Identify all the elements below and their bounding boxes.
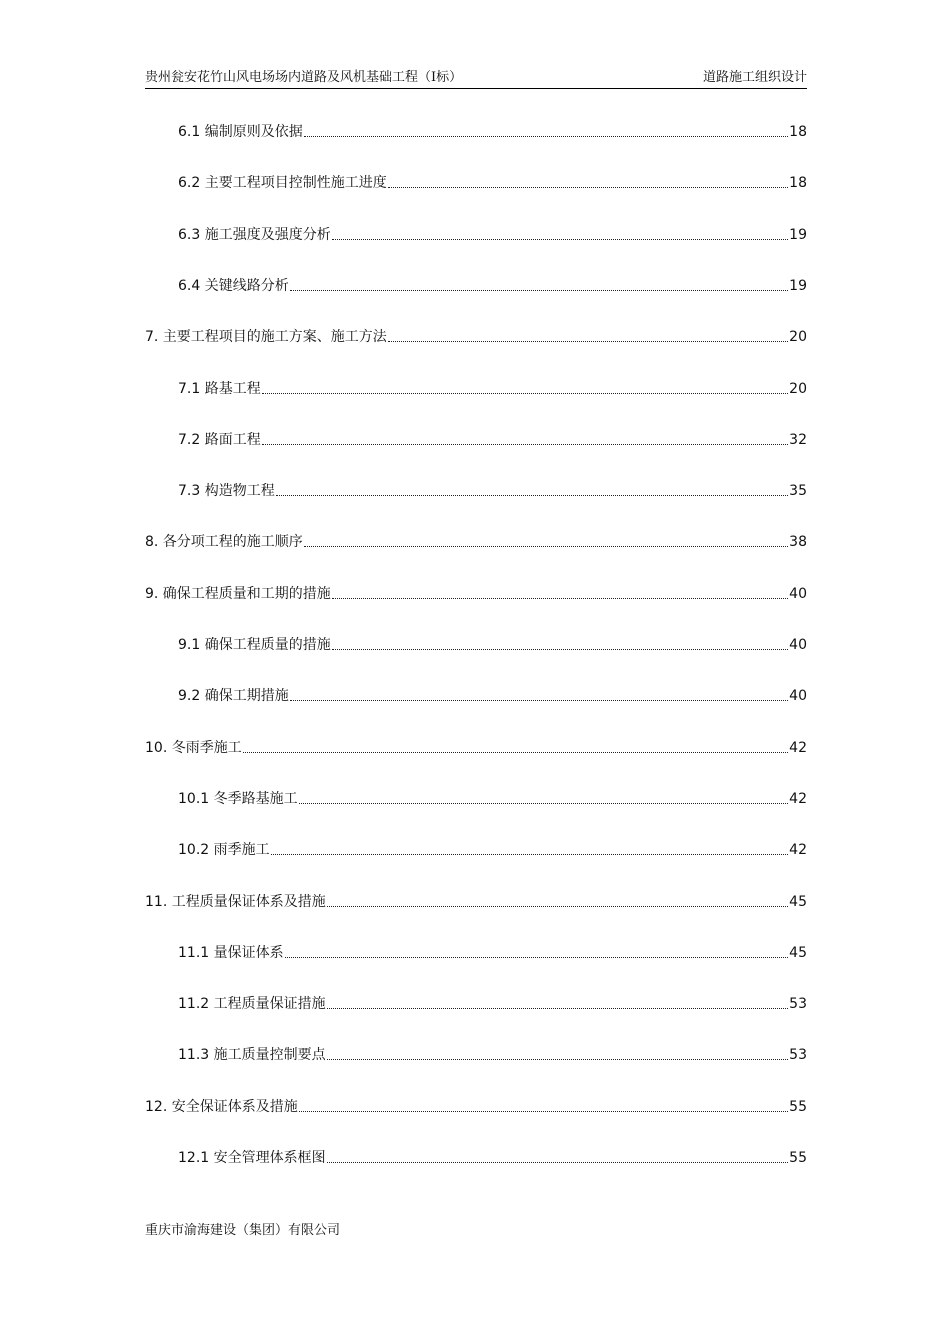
toc-entry-title: 6.4 关键线路分析 [178,277,289,294]
toc-dot-leader [299,803,789,804]
toc-entry[interactable] [145,892,807,912]
header-document-title: 道路施工组织设计 [702,70,807,85]
toc-dot-leader [276,495,788,496]
toc-dot-leader [271,854,789,855]
toc-entry-title: 8. 各分项工程的施工顺序 [145,534,303,551]
toc-entry-page-number: 42 [789,739,807,756]
page-header [145,66,807,89]
toc-dot-leader [388,187,788,188]
toc-entry-page-number: 19 [789,277,807,294]
toc-entry-title: 9.1 确保工程质量的措施 [178,637,331,653]
toc-entry[interactable] [178,481,807,501]
toc-entry-title: 10.2 雨季施工 [178,842,270,859]
toc-dot-leader [327,1059,789,1060]
toc-entry[interactable] [178,686,807,706]
toc-entry-page-number: 35 [789,483,807,500]
toc-dot-leader [332,239,788,240]
toc-entry-title: 6.2 主要工程项目控制性施工进度 [178,175,387,192]
toc-entry-title: 11.1 量保证体系 [178,944,284,961]
toc-entry-title: 7.1 路基工程 [178,380,261,397]
toc-entry-title: 7. 主要工程项目的施工方案、施工方法 [145,329,387,346]
toc-entry-page-number: 32 [789,431,807,448]
toc-dot-leader [327,1008,789,1009]
toc-entry-title: 7.3 构造物工程 [178,483,275,500]
header-project-title: 贵州瓮安花竹山风电场场内道路及风机基础工程（Ⅰ标） [145,70,463,85]
toc-entry[interactable] [178,1045,807,1065]
toc-entry[interactable] [178,276,807,296]
toc-entry-title: 6.3 施工强度及强度分析 [178,226,331,243]
toc-dot-leader [262,444,788,445]
toc-entry[interactable] [145,1097,807,1117]
toc-dot-leader [304,136,788,137]
toc-entry[interactable] [145,532,807,552]
toc-entry-page-number: 45 [789,944,807,961]
toc-entry-page-number: 45 [789,893,807,910]
toc-dot-leader [327,906,788,907]
toc-entry[interactable] [178,1148,807,1168]
toc-dot-leader [262,393,788,394]
toc-dot-leader [327,1162,789,1163]
toc-entry-page-number: 55 [789,1098,807,1115]
toc-entry-title: 11.2 工程质量保证措施 [178,996,326,1013]
toc-dot-leader [290,290,788,291]
toc-entry-page-number: 40 [789,585,807,602]
toc-entry-page-number: 55 [789,1150,807,1166]
toc-entry[interactable] [178,994,807,1014]
toc-dot-leader [285,957,789,958]
toc-entry[interactable] [178,225,807,245]
toc-dot-leader [290,700,788,701]
toc-dot-leader [304,546,788,547]
toc-entry[interactable] [178,840,807,860]
toc-entry-page-number: 18 [789,175,807,192]
toc-entry[interactable] [178,943,807,963]
toc-entry-title: 11. 工程质量保证体系及措施 [145,893,326,910]
toc-entry-title: 10.1 冬季路基施工 [178,790,298,807]
toc-entry-page-number: 42 [789,842,807,859]
toc-entry[interactable] [178,122,807,142]
toc-entry-title: 11.3 施工质量控制要点 [178,1047,326,1064]
toc-entry-page-number: 18 [789,124,807,140]
toc-entry[interactable] [178,379,807,399]
toc-entry-page-number: 38 [789,534,807,551]
toc-entry-page-number: 20 [789,329,807,346]
toc-entry-page-number: 19 [789,226,807,243]
toc-entry-page-number: 40 [789,637,807,653]
toc-dot-leader [332,598,788,599]
toc-entry-title: 10. 冬雨季施工 [145,739,242,756]
toc-entry[interactable] [145,738,807,758]
toc-entry[interactable] [178,789,807,809]
toc-dot-leader [243,752,788,753]
toc-dot-leader [332,649,788,650]
toc-entry[interactable] [145,584,807,604]
toc-entry-page-number: 53 [789,996,807,1013]
toc-dot-leader [299,1111,788,1112]
toc-entry[interactable] [145,327,807,347]
toc-entry-title: 12. 安全保证体系及措施 [145,1098,298,1115]
page-footer [145,1221,340,1241]
footer-company-name: 重庆市渝海建设（集团）有限公司 [145,1223,341,1238]
toc-entry[interactable] [178,173,807,193]
toc-entry-page-number: 40 [789,688,807,705]
toc-entry-page-number: 53 [789,1047,807,1064]
toc-entry-title: 12.1 安全管理体系框图 [178,1150,326,1166]
toc-entry-title: 7.2 路面工程 [178,431,261,448]
toc-entry-page-number: 20 [789,380,807,397]
toc-entry[interactable] [178,635,807,655]
toc-entry-title: 9. 确保工程质量和工期的措施 [145,585,331,602]
toc-entry-title: 6.1 编制原则及依据 [178,124,303,140]
toc-entry[interactable] [178,430,807,450]
toc-dot-leader [388,341,788,342]
toc-entry-title: 9.2 确保工期措施 [178,688,289,705]
toc-entry-page-number: 42 [789,790,807,807]
